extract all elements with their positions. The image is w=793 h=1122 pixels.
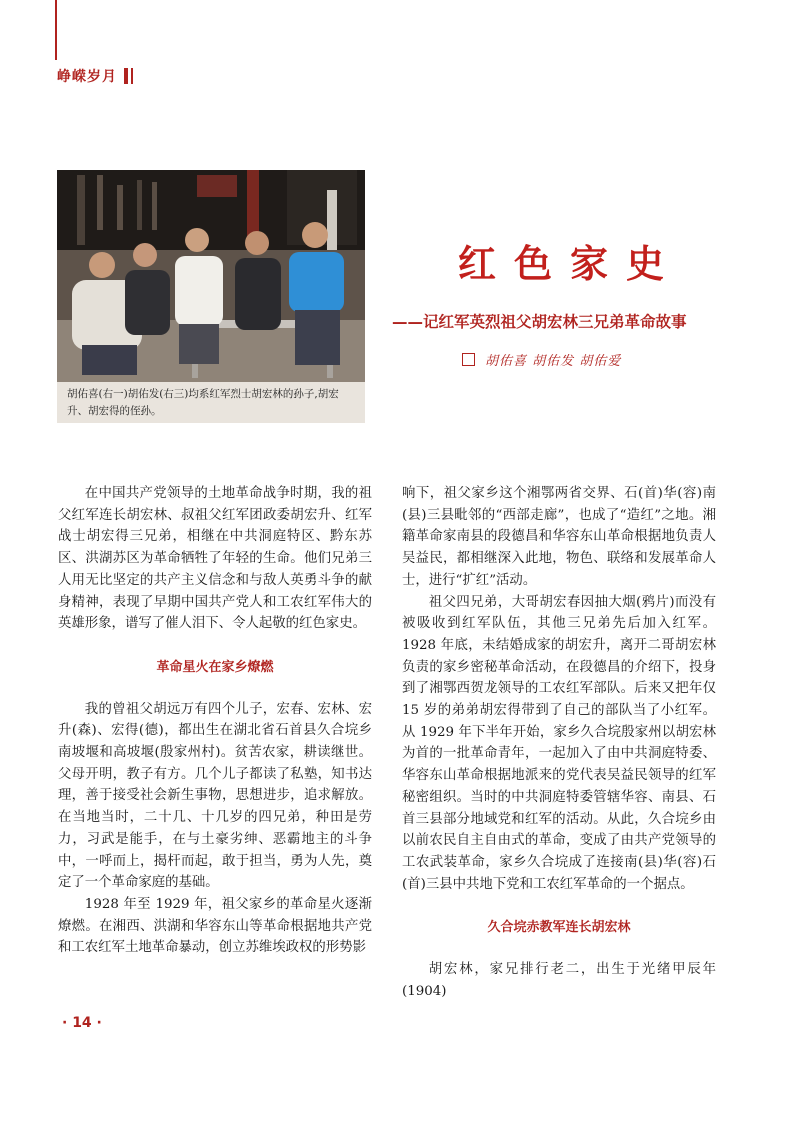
section-bar-decoration-thin: [131, 68, 133, 84]
section-label: 峥嵘岁月: [57, 69, 117, 85]
article-title: 红色家史: [457, 241, 682, 286]
group-photo: [57, 170, 365, 382]
section-bar-decoration: [124, 68, 128, 84]
paragraph: 胡宏林，家兄排行老二，出生于光绪甲辰年(1904): [402, 962, 716, 999]
photo-caption: 胡佑喜(右一)胡佑发(右三)均系红军烈士胡宏林的孙子,胡宏升、胡宏得的侄孙。: [67, 388, 339, 417]
photo-figure: [57, 170, 365, 423]
paragraph: 在中国共产党领导的土地革命战争时期，我的祖父红军连长胡宏林、叔祖父红军团政委胡宏升、红军战士胡宏得三兄弟，相继在中共洞庭特区、黔东苏区、洪湖苏区为革命牺牲了年轻的生命。他们兄弟三人用无比坚定的共产主义信念和与敌人英勇斗争的献身精神，表现了早期中国共产党人和工农红军伟大的英雄形象，谱写了催人泪下、令人起敬的红色家史。: [58, 486, 372, 632]
paragraph: 响下，祖父家乡这个湘鄂两省交界、石(首)华(容)南(县)三县毗邻的“西部走廊”，也成了“造红”之地。湘籍革命家南县的段德昌和华容东山革命根据地负责人吴益民，都相继深入此地，物色、联络和发展革命人士，进行“扩红”活动。: [402, 486, 716, 588]
article-subtitle: ——记红军英烈祖父胡宏林三兄弟革命故事: [392, 313, 687, 331]
top-decorative-rule: [55, 0, 57, 60]
article-authors: [462, 350, 621, 369]
section-heading: 久合垸赤教军连长胡宏林: [487, 920, 631, 936]
group-photo-illustration: [57, 170, 365, 382]
paragraph: 我的曾祖父胡远万有四个儿子，宏春、宏林、宏升(森)、宏得(德)，都出生在湖北省石首县久合垸乡南坡堰和高坡堰(殷家州村)。贫苦农家，耕读继世。父母开明，教子有方。几个儿子都读了私塾，知书达理，善于接受社会新生事物，思想进步，追求解放。在当地当时，二十几、十几岁的四兄弟，种田是劳力，习武是能手，在与土豪劣绅、恶霸地主的斗争中，一呼而上，揭杆而起，敢于担当，勇为人先，奠定了一个革命家庭的基础。: [58, 701, 372, 891]
paragraph: 1928 年至 1929 年，祖父家乡的革命星火逐渐燎燃。在湘西、洪湖和华容东山等革命根据地共产党和工农红军土地革命暴动，创立苏维埃政权的形势影: [58, 896, 372, 956]
page-number: · 14 ·: [62, 1015, 102, 1031]
paragraph: 祖父四兄弟，大哥胡宏春因抽大烟(鸦片)而没有被吸收到红军队伍，其他三兄弟先后加入红军。1928 年底，未结婚成家的胡宏升，离开二哥胡宏林负责的家乡密秘革命活动，在段德昌的介绍下，投身到了湘鄂西贺龙领导的工农红军部队。后来又把年仅 15 岁的弟弟胡宏得带到了自己的部队当了小红军。从 1929 年下半年开始，家乡久合垸殷家州以胡宏林为首的一批革命青年，一起加入了由中共洞庭特委、华容东山革命根据地派来的党代表吴益民领导的红军秘密组织。当时的中共洞庭特委管辖华容、南县、石首三县部分地域党和红军的活动。从此，久合垸乡由以前农民自主自由式的革命，变成了由共产党领导的工农武装革命，家乡久合垸成了连接南(县)华(容)石(首)三县中共地下党和工农红军革命的一个据点。: [402, 594, 716, 892]
body-column-right: [402, 483, 716, 1002]
author-marker-icon: [462, 353, 475, 366]
section-heading: 革命星火在家乡燎燃: [156, 659, 274, 675]
authors-text: 胡佑喜 胡佑发 胡佑爱: [485, 354, 622, 369]
body-column-left: [58, 483, 372, 959]
